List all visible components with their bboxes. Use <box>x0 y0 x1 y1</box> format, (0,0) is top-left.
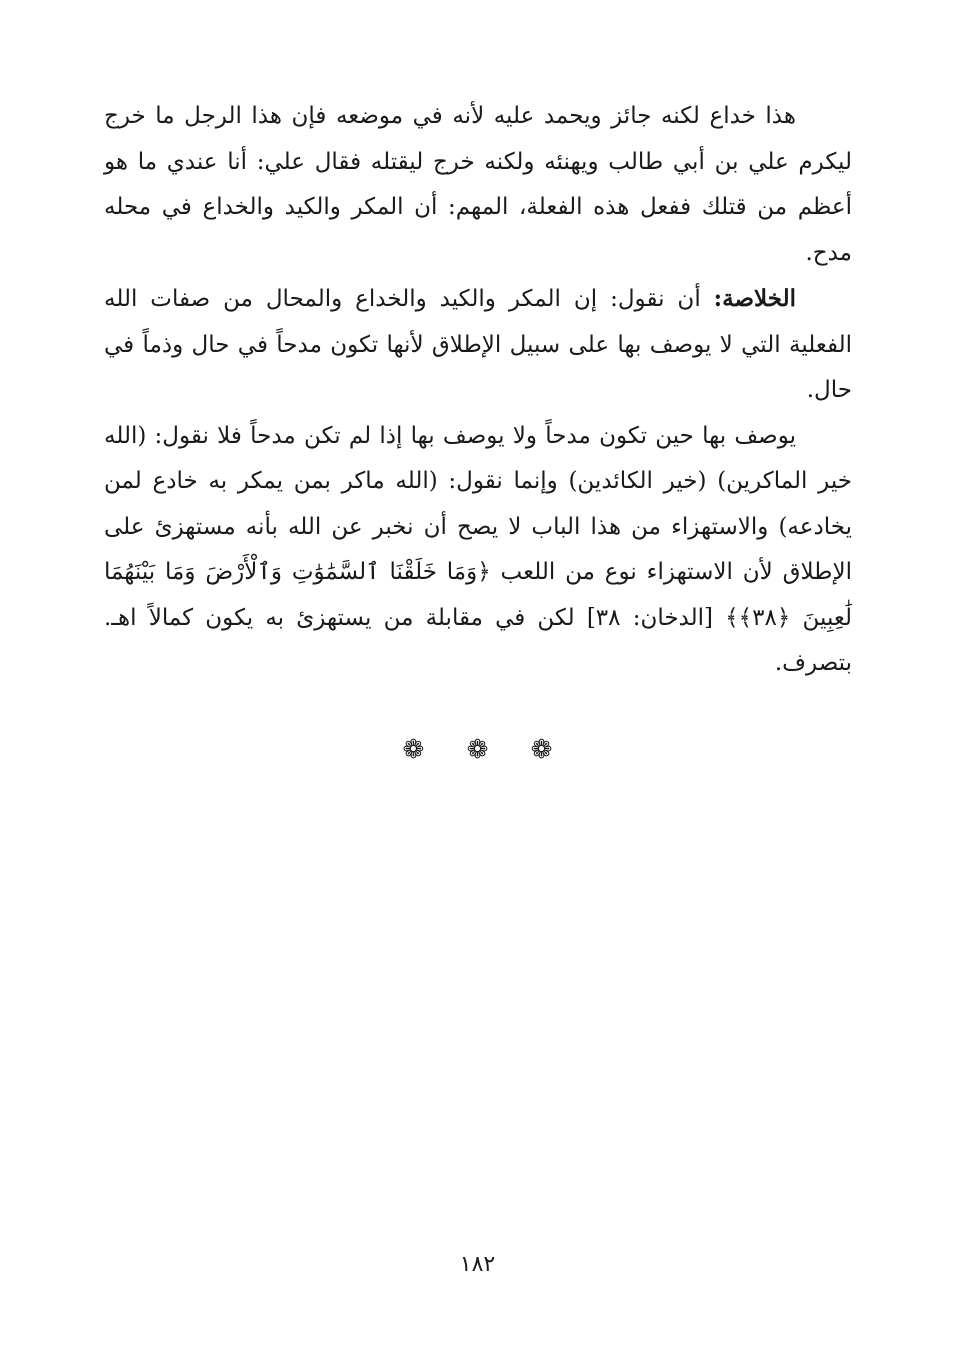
page-number: ١٨٢ <box>459 1252 496 1277</box>
paragraph-3-text: يوصف بها حين تكون مدحاً ولا يوصف بها إذا لم تكن مدحاً فلا نقول: (الله خير الماكرين) (خير الكائدين) وإنما نقول: (الله ماكر بمن يمكر به خادع لمن يخادعه) والاستهزاء من هذا الباب لا يصح أن نخبر عن الله بأنه مستهزئ على الإطلاق لأن الاستهزاء نوع من اللعب ﴿وَمَا خَلَقْنَا ٱلسَّمَٰوَٰتِ وَٱلْأَرْضَ وَمَا بَيْنَهُمَا لَٰعِبِينَ ﴿٣٨﴾﴾ [الدخان: ٣٨] لكن في مقابلة من يستهزئ به يكون كمالاً اهـ. بتصرف. <box>104 422 853 676</box>
flower-ornament-icon: ❁ <box>402 735 425 765</box>
paragraph-3 <box>104 414 852 687</box>
summary-label: الخلاصة: <box>713 285 796 312</box>
section-divider <box>0 735 955 765</box>
paragraph-1 <box>104 94 852 276</box>
body-text <box>104 94 852 687</box>
flower-ornament-icon: ❁ <box>466 735 489 765</box>
paragraph-2-text: أن نقول: إن المكر والكيد والخداع والمحال من صفات الله الفعلية التي لا يوصف بها على سبيل الإطلاق لأنها تكون مدحاً في حال وذماً في حال. <box>104 286 852 403</box>
flower-ornament-icon: ❁ <box>530 735 553 765</box>
paragraph-1-text: هذا خداع لكنه جائز ويحمد عليه لأنه في موضعه فإن هذا الرجل ما خرج ليكرم علي بن أبي طالب ويهنئه ولكنه خرج ليقتله فقال علي: أنا عندي ما هو أعظم من قتلك ففعل هذه الفعلة، المهم: أن المكر والكيد والخداع في محله مدح. <box>104 103 852 266</box>
paragraph-2 <box>104 276 852 414</box>
